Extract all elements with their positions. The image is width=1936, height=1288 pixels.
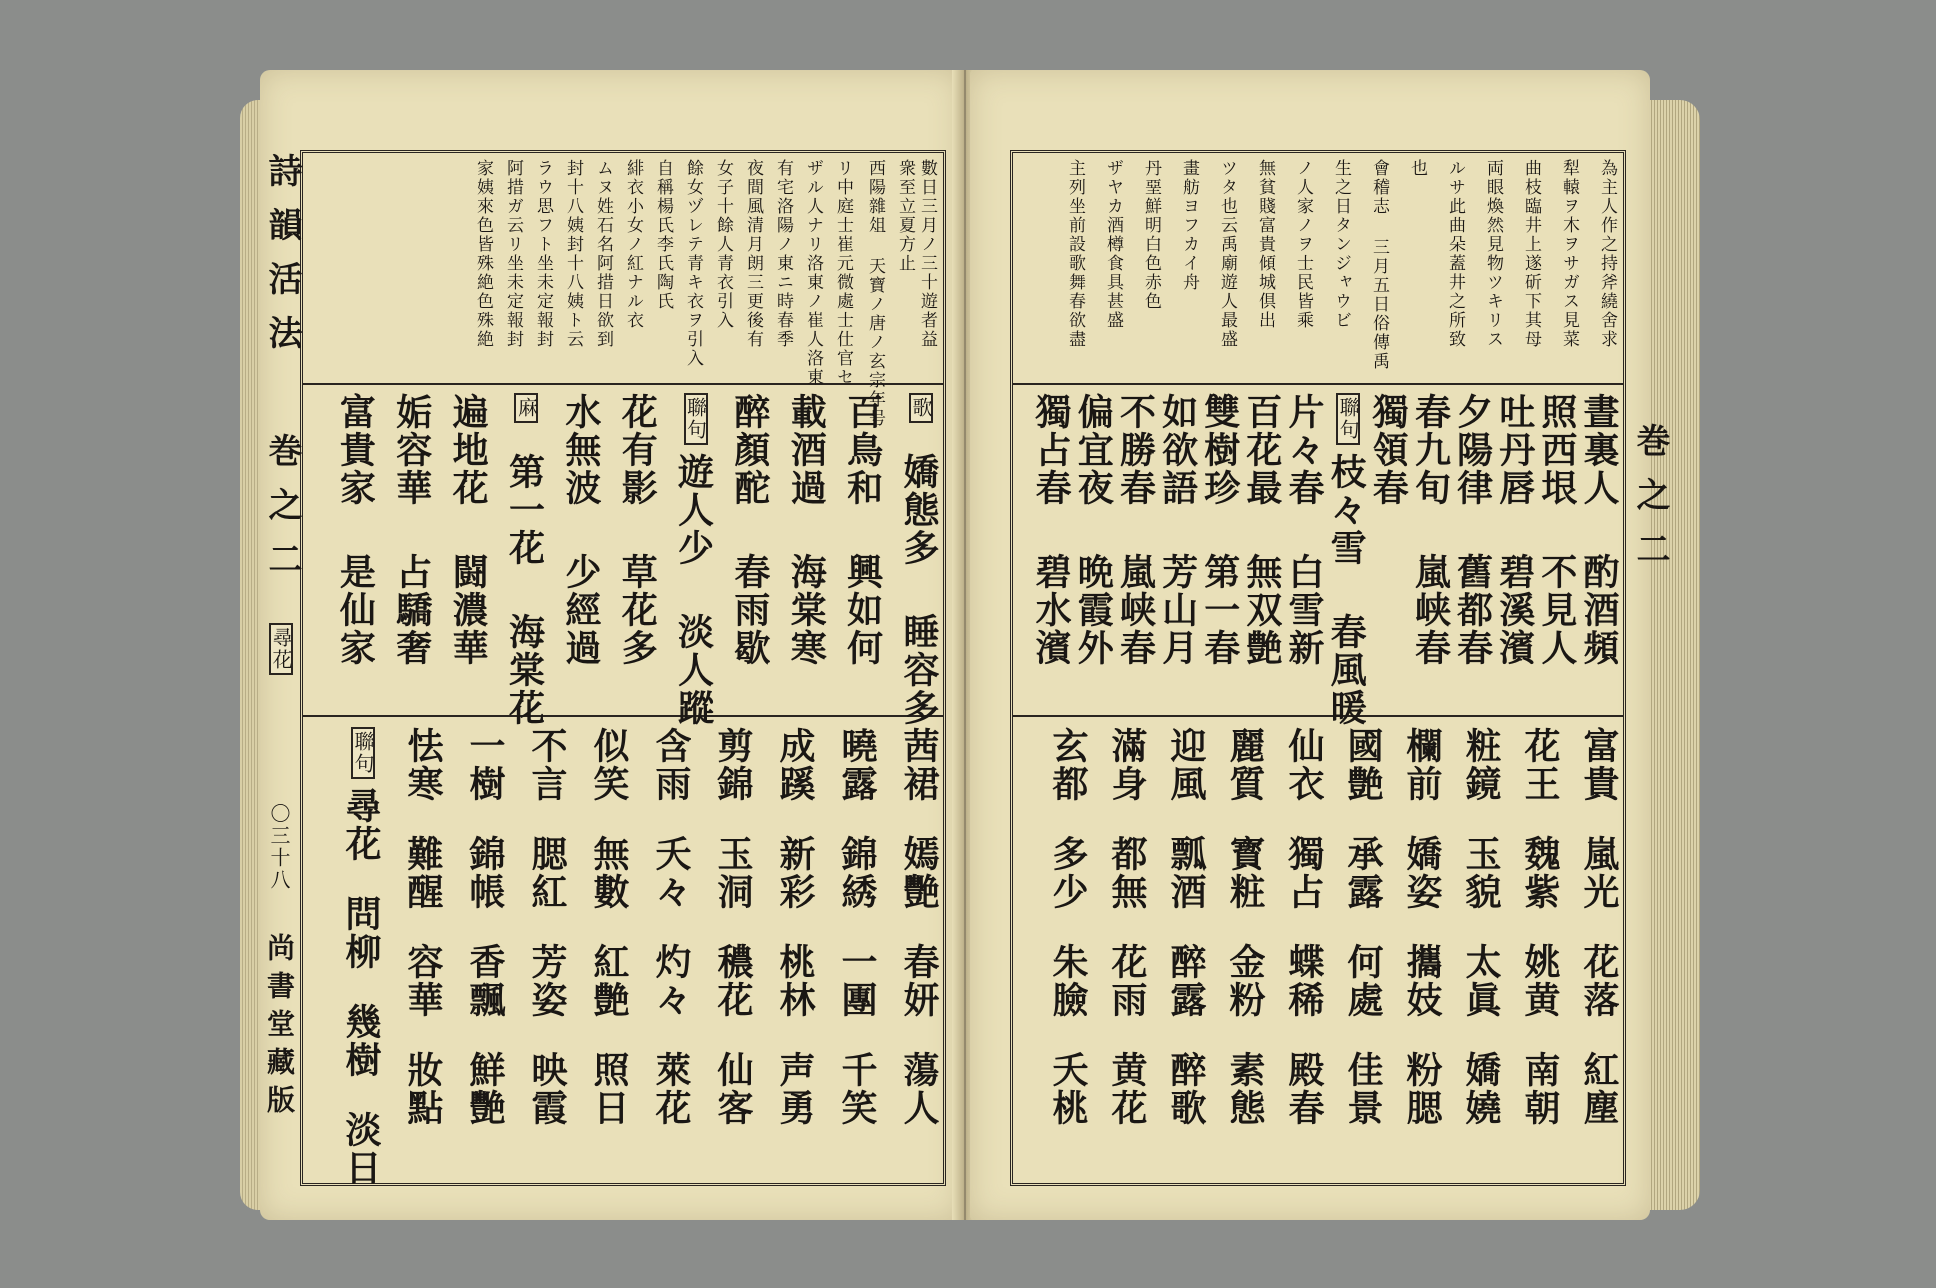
phrase-entry: 芳山月 (1156, 553, 1199, 667)
word-entry: 魏紫 (1519, 835, 1561, 911)
word-entry: 腮紅 (526, 835, 568, 911)
text-column: 両眼煥然見物ツキリス (1483, 159, 1503, 349)
text-column: 犁轅ヲ木ヲサガス見菜 (1559, 159, 1579, 349)
phrase-entry: 偏宜夜 (1072, 393, 1115, 507)
left-page-frame (262, 150, 946, 1187)
right-page-frame (1010, 150, 1670, 1186)
phrase-entry: 不勝春 (1114, 393, 1157, 507)
text-column: 生之日タンジャウビ (1331, 159, 1351, 330)
text-column: ルサ此曲朵蓋井之所致 (1445, 159, 1465, 349)
phrase-entry: 水無波 (559, 393, 602, 507)
word-entry: 嬌嬈 (1460, 1051, 1502, 1127)
word-entry: 仙衣 (1283, 727, 1325, 803)
word-entry: 一團 (836, 943, 878, 1019)
word-entry: 蕩人 (898, 1051, 940, 1127)
phrase-entry: 獨領春 (1367, 393, 1410, 507)
word-entry: 妝點 (402, 1051, 444, 1127)
upper-commentary-right (1013, 153, 1623, 385)
text-column: 女子十餘人青衣引入 (713, 159, 733, 330)
phrase-entry: 照西垠 (1535, 393, 1578, 507)
phrase-entry: 第一花 (503, 453, 546, 567)
publisher-imprint: 尚書堂藏版 (263, 933, 296, 1123)
middle-entries-right (1013, 385, 1623, 727)
phrase-entry: 姤容華 (390, 393, 433, 507)
text-column: 數日三月ノ三十遊者益 (917, 159, 937, 349)
phrase-entry: 晝裏人 (1578, 393, 1620, 507)
word-entry: 芳姿 (526, 943, 568, 1019)
rhyme-tag: 聯句 (684, 393, 708, 445)
word-entry: 瓢酒 (1165, 835, 1207, 911)
phrase-entry: 酌酒頻 (1578, 553, 1620, 667)
word-entry: 剪錦 (712, 727, 754, 803)
text-column: 會稽志 三月五日俗傳禹 (1369, 159, 1389, 371)
text-column: リ中庭士崔元微處士仕官セ (833, 159, 853, 387)
word-entry: 成蹊 (774, 727, 816, 803)
phrase-entry: 雙樹珍 (1198, 393, 1241, 507)
text-column: 主列坐前設歌舞春欲盡 (1065, 159, 1085, 349)
word-entry: 難醒 (402, 835, 444, 911)
word-entry: 花雨 (1106, 943, 1148, 1019)
word-entry: 無數 (588, 835, 630, 911)
word-entry: 新彩 (774, 835, 816, 911)
text-column: 西陽雜俎 天寶ノ唐ノ玄宗年号 (865, 159, 885, 428)
word-entry: 萊花 (650, 1051, 692, 1127)
phrase-entry: 嵐峡春 (1114, 553, 1157, 667)
phrase-entry: 吐丹唇 (1493, 393, 1536, 507)
word-entry: 香飄 (464, 943, 506, 1019)
phrase-entry: 晩霞外 (1072, 553, 1115, 667)
word-entry: 尋花 (340, 787, 382, 863)
word-entry: 南朝 (1519, 1051, 1561, 1127)
text-column: ノ人家ノヲ士民皆乘 (1293, 159, 1313, 330)
phrase-entry: 占驕奢 (390, 553, 433, 667)
phrase-entry: 枝々雪 (1325, 453, 1368, 567)
word-entry: 寳粧 (1224, 835, 1266, 911)
phrase-entry: 第一春 (1198, 553, 1241, 667)
phrase-entry: 闘濃華 (447, 553, 490, 667)
phrase-entry: 無双艶 (1240, 553, 1283, 667)
word-entry: 玄都 (1047, 727, 1089, 803)
word-entry: 夭々 (650, 835, 692, 911)
word-entry: 含雨 (650, 727, 692, 803)
phrase-entry: 春風暖 (1325, 613, 1368, 727)
word-entry: 花王 (1519, 727, 1561, 803)
word-entry: 富貴 (1578, 727, 1620, 803)
text-column: 畫舫ヨフカイ舟 (1179, 159, 1199, 292)
rhyme-tag: 歌 (909, 393, 933, 423)
section-label: 尋花 (269, 623, 293, 675)
word-entry: 黄花 (1106, 1051, 1148, 1127)
text-column: 曲枝臨井上遂斫下其母 (1521, 159, 1541, 349)
phrase-entry: 百鳥和 (841, 393, 884, 507)
phrase-entry: 載酒過 (785, 393, 828, 507)
lower-entries (303, 717, 943, 1187)
phrase-entry: 百花最 (1240, 393, 1283, 507)
left-page (260, 70, 960, 1220)
text-column: 阿措ガ云リ坐未定報封 (503, 159, 523, 349)
word-entry: 醉露 (1165, 943, 1207, 1019)
phrase-entry: 不見人 (1535, 553, 1578, 667)
phrase-entry: 睡容多 (898, 613, 940, 727)
phrase-entry: 富貴家 (334, 393, 377, 507)
word-entry: 花落 (1578, 943, 1620, 1019)
phrase-entry: 海棠寒 (785, 553, 828, 667)
word-entry: 一樹 (464, 727, 506, 803)
phrase-entry: 草花多 (616, 553, 659, 667)
rhyme-tag: 麻 (514, 393, 538, 423)
word-entry: 嬌姿 (1401, 835, 1443, 911)
word-entry: 嫣艷 (898, 835, 940, 911)
phrase-entry: 片々春 (1283, 393, 1325, 507)
phrase-entry: 夕陽律 (1451, 393, 1494, 507)
text-column: 家姨來色皆殊絶色殊絶 (473, 159, 493, 349)
phrase-entry: 獨占春 (1030, 393, 1073, 507)
phrase-entry: 如欲語 (1156, 393, 1199, 507)
word-entry: 灼々 (650, 943, 692, 1019)
middle-entries (303, 385, 943, 727)
word-entry: 迎風 (1165, 727, 1207, 803)
word-entry: 桃林 (774, 943, 816, 1019)
word-entry: 夭桃 (1047, 1051, 1089, 1127)
word-entry: 金粉 (1224, 943, 1266, 1019)
phrase-entry: 春九旬 (1409, 393, 1452, 507)
word-entry: 曉露 (836, 727, 878, 803)
rhyme-tag: 聯句 (1336, 393, 1360, 445)
phrase-entry: 遍地花 (447, 393, 490, 507)
page-number: 〇三十八 (267, 803, 291, 891)
word-entry: 何處 (1342, 943, 1384, 1019)
text-column: 餘女ヅレテ青キ衣ヲ引入 (683, 159, 703, 368)
phrase-entry: 淡人蹤 (672, 613, 715, 727)
word-entry: 嵐光 (1578, 835, 1620, 911)
text-column: ムヌ姓石名阿措日欲到 (593, 159, 613, 349)
text-column: 夜間風清月朗三更後有 (743, 159, 763, 349)
word-entry: 佳景 (1342, 1051, 1384, 1127)
word-entry: 滿身 (1106, 727, 1148, 803)
phrase-entry: 是仙家 (334, 553, 377, 667)
word-entry: 姚黄 (1519, 943, 1561, 1019)
word-entry: 千笑 (836, 1051, 878, 1127)
word-entry: 獨占 (1283, 835, 1325, 911)
word-entry: 都無 (1106, 835, 1148, 911)
word-entry: 不言 (526, 727, 568, 803)
word-entry: 錦綉 (836, 835, 878, 911)
word-entry: 容華 (402, 943, 444, 1019)
phrase-entry: 興如何 (841, 553, 884, 667)
word-entry: 幾樹 (340, 1003, 382, 1079)
word-entry: 麗質 (1224, 727, 1266, 803)
text-column: 衆至立夏方止 (895, 159, 915, 273)
text-column: 有宅洛陽ノ東ニ時春季 (773, 159, 793, 349)
text-column: ザヤカ酒樽食具甚盛 (1103, 159, 1123, 330)
text-column: ツタ也云禹廟遊人最盛 (1217, 159, 1237, 349)
text-column: 丹堊鮮明白色赤色 (1141, 159, 1161, 311)
word-entry: 映霞 (526, 1051, 568, 1127)
word-entry: 玉貌 (1460, 835, 1502, 911)
word-entry: 玉洞 (712, 835, 754, 911)
word-entry: 春妍 (898, 943, 940, 1019)
open-book (240, 70, 1700, 1220)
word-entry: 似笑 (588, 727, 630, 803)
word-entry: 怯寒 (402, 727, 444, 803)
text-column: 緋衣小女ノ紅ナル衣 (623, 159, 643, 330)
text-column: 無貧賤富貴傾城倶出 (1255, 159, 1275, 330)
word-entry: 承露 (1342, 835, 1384, 911)
word-entry: 多少 (1047, 835, 1089, 911)
phrase-entry: 碧溪濱 (1493, 553, 1536, 667)
word-entry: 錦帳 (464, 835, 506, 911)
rhyme-tag: 聯句 (351, 727, 375, 779)
word-entry: 照日 (588, 1051, 630, 1127)
phrase-entry: 春雨歇 (728, 553, 771, 667)
word-entry: 殿春 (1283, 1051, 1325, 1127)
text-column: 自稱楊氏李氏陶氏 (653, 159, 673, 311)
word-entry: 紅艶 (588, 943, 630, 1019)
word-entry: 淡日 (340, 1111, 382, 1187)
phrase-entry: 花有影 (616, 393, 659, 507)
text-column: ラウ思フト坐未定報封 (533, 159, 553, 349)
right-page (970, 70, 1670, 1220)
phrase-entry: 碧水濱 (1030, 553, 1073, 667)
phrase-entry: 醉顏酡 (728, 393, 771, 507)
word-entry: 朱臉 (1047, 943, 1089, 1019)
phrase-entry: 遊人少 (672, 453, 715, 567)
word-entry: 太眞 (1460, 943, 1502, 1019)
word-entry: 國艶 (1342, 727, 1384, 803)
word-entry: 蝶稀 (1283, 943, 1325, 1019)
word-entry: 紅塵 (1578, 1051, 1620, 1127)
word-entry: 鮮艷 (464, 1051, 506, 1127)
book-title: 詩韻活法 (262, 153, 302, 369)
phrase-entry: 少經過 (559, 553, 602, 667)
word-entry: 欄前 (1401, 727, 1443, 803)
word-entry: 穠花 (712, 943, 754, 1019)
volume-label: 巻之二 (262, 433, 302, 595)
word-entry: 粉腮 (1401, 1051, 1443, 1127)
word-entry: 攜妓 (1401, 943, 1443, 1019)
text-column: ザル人ナリ洛東ノ崔人洛東 (803, 159, 823, 387)
volume-label-right: 巻之二 (1630, 423, 1670, 585)
text-column: 封十八姨封十八姨ト云 (563, 159, 583, 349)
text-column: 也 (1407, 159, 1427, 178)
phrase-entry: 嵐峡春 (1409, 553, 1452, 667)
phrase-entry: 海棠花 (503, 613, 546, 727)
lower-entries-right (1013, 717, 1623, 1179)
phrase-entry: 舊都春 (1451, 553, 1494, 667)
text-column: 為主人作之持斧繞舍求 (1597, 159, 1617, 349)
phrase-entry: 白雪新 (1283, 553, 1325, 667)
phrase-entry: 嬌態多 (898, 453, 940, 567)
word-entry: 問柳 (340, 895, 382, 971)
word-entry: 茜裙 (898, 727, 940, 803)
word-entry: 仙客 (712, 1051, 754, 1127)
word-entry: 醉歌 (1165, 1051, 1207, 1127)
word-entry: 素態 (1224, 1051, 1266, 1127)
word-entry: 粧鏡 (1460, 727, 1502, 803)
word-entry: 声勇 (774, 1051, 816, 1127)
